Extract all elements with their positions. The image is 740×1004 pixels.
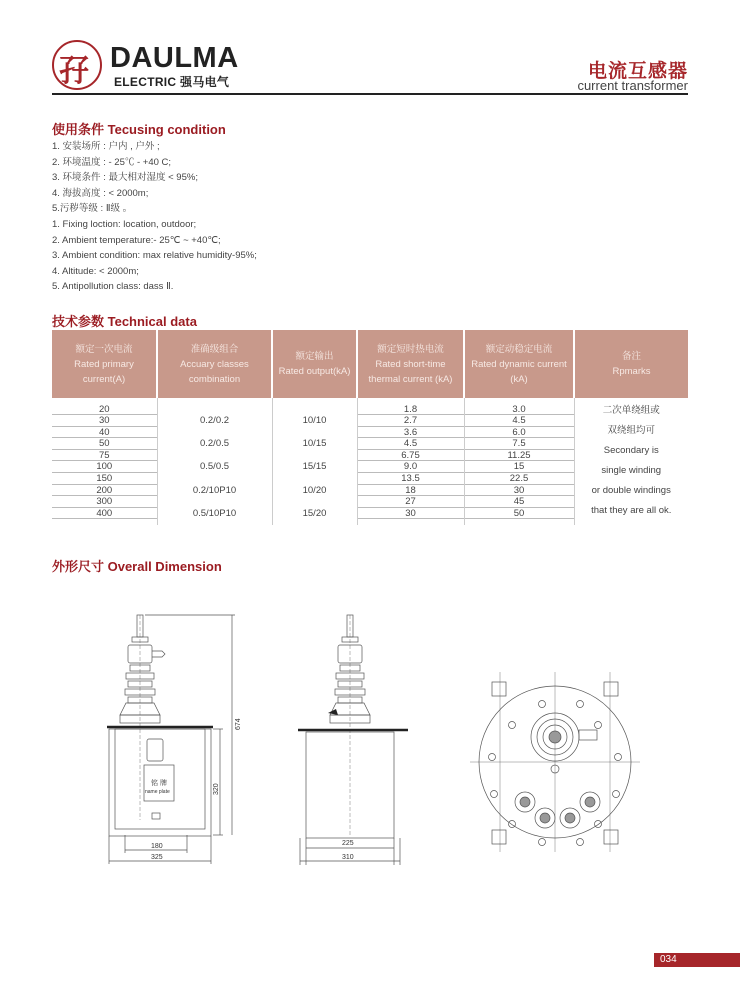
dynamic-cell: 15 — [465, 461, 574, 473]
thermal-cell: 1.8 — [358, 404, 464, 416]
header-rated-output: 额定输出 Rated output(kA) — [272, 330, 357, 398]
dim-total-height: 674 — [235, 718, 242, 730]
condition-item: 2. Ambient temperature:- 25℃ ~ +40℃; — [52, 234, 221, 246]
primary-current-cell: 30 — [52, 415, 157, 427]
header-divider — [52, 93, 688, 95]
front-view-drawing — [95, 595, 255, 865]
thermal-cell: 13.5 — [358, 473, 464, 485]
dimension-heading: 外形尺寸 Overall Dimension — [52, 559, 222, 574]
condition-item: 1. 安装场所 : 户内 , 户外 ; — [52, 141, 160, 152]
condition-item: 5.污秽等级 : Ⅱ级 。 — [52, 203, 133, 215]
dynamic-cell: 22.5 — [465, 473, 574, 485]
dim-body-height: 320 — [213, 783, 220, 795]
page-number: 034 — [660, 954, 677, 965]
dim-front-inner-width: 180 — [151, 843, 163, 850]
page-title-cn: 电流互感器 — [587, 61, 688, 82]
output-column — [272, 398, 357, 525]
logo-glyph-icon: 孖 — [59, 54, 89, 89]
primary-current-cell: 150 — [52, 473, 157, 485]
primary-current-cell: 75 — [52, 450, 157, 462]
page-title-en: current transformer — [577, 78, 688, 93]
dim-side-outer-width: 310 — [342, 854, 354, 861]
dynamic-cell: 45 — [465, 496, 574, 508]
table-header-row — [52, 330, 688, 398]
thermal-cell: 3.6 — [358, 427, 464, 439]
accuracy-cell: 0.5/0.5 — [199, 461, 230, 473]
header-accuracy-classes: 准确级组合 Accuary classes combination — [157, 330, 272, 398]
thermal-cell: 9.0 — [358, 461, 464, 473]
dynamic-cell: 3.0 — [465, 404, 574, 416]
primary-current-cell: 100 — [52, 461, 157, 473]
dim-side-inner-width: 225 — [342, 840, 354, 847]
dynamic-cell: 50 — [465, 508, 574, 520]
plate-label-cn: 铭 牌 — [151, 780, 167, 787]
header-primary-current: 额定一次电流 Rated primary current(A) — [52, 330, 157, 398]
accuracy-cell: 0.2/0.5 — [199, 438, 230, 450]
condition-item: 3. Ambient condition: max relative humidity-95%; — [52, 250, 257, 262]
condition-item: 4. Altitude: < 2000m; — [52, 265, 139, 277]
thermal-cell: 30 — [358, 508, 464, 520]
top-view-drawing — [470, 672, 640, 852]
remarks-line: single winding — [601, 465, 662, 477]
plate-label-en: name plate — [145, 789, 170, 795]
thermal-cell: 4.5 — [358, 438, 464, 450]
technical-data-table — [52, 330, 688, 525]
conditions-list — [52, 139, 257, 295]
primary-current-column — [52, 398, 157, 525]
thermal-cell: 2.7 — [358, 415, 464, 427]
accuracy-cell: 0.2/0.2 — [199, 415, 230, 426]
dim-front-outer-width: 325 — [151, 854, 163, 861]
brand-name: DAULMA — [110, 42, 239, 74]
dynamic-cell: 30 — [465, 485, 574, 497]
primary-current-cell: 50 — [52, 438, 157, 450]
dynamic-cell: 6.0 — [465, 427, 574, 439]
output-cell: 10/15 — [302, 438, 327, 450]
header-dynamic-current: 额定动稳定电流 Rated dynamic current (kA) — [464, 330, 574, 398]
thermal-column — [357, 398, 464, 525]
side-view-drawing — [290, 595, 420, 865]
accuracy-cell: 0.2/10P10 — [192, 484, 237, 496]
remarks-line: 二次单绕组或 — [602, 405, 660, 417]
primary-current-cell: 20 — [52, 404, 157, 416]
header-remarks: 备注 Rpmarks — [574, 330, 688, 398]
thermal-cell: 27 — [358, 496, 464, 508]
primary-current-cell: 400 — [52, 508, 157, 520]
remarks-line: Secondary is — [603, 445, 659, 457]
accuracy-cell: 0.5/10P10 — [192, 507, 237, 519]
conditions-heading: 使用条件 Tecusing condition — [52, 122, 226, 137]
output-cell: 10/10 — [302, 415, 327, 426]
primary-current-cell: 300 — [52, 496, 157, 508]
output-cell: 15/15 — [302, 461, 327, 473]
thermal-cell: 6.75 — [358, 450, 464, 462]
output-cell: 10/20 — [302, 484, 327, 496]
primary-current-cell: 200 — [52, 485, 157, 497]
condition-item: 4. 海拔高度 : < 2000m; — [52, 187, 149, 199]
technical-heading: 技术参数 Technical data — [52, 314, 197, 329]
header-thermal-current: 额定短时热电流 Rated short-time thermal current (kA) — [357, 330, 464, 398]
dynamic-cell: 7.5 — [465, 438, 574, 450]
primary-current-cell: 40 — [52, 427, 157, 439]
brand-subtitle: ELECTRIC 强马电气 — [114, 75, 230, 89]
remarks-column — [574, 398, 688, 525]
remarks-line: 双绕组均可 — [607, 425, 655, 437]
dynamic-cell: 4.5 — [465, 415, 574, 427]
condition-item: 1. Fixing loction: location, outdoor; — [52, 218, 197, 230]
output-cell: 15/20 — [302, 507, 327, 519]
thermal-cell: 18 — [358, 485, 464, 497]
brand-logo — [52, 40, 262, 96]
remarks-line: or double windings — [591, 485, 671, 497]
condition-item: 2. 环境温度 : - 25℃ - +40 C; — [52, 156, 172, 168]
remarks-line: that they are all ok. — [591, 505, 672, 517]
table-body-row — [52, 398, 688, 525]
dynamic-column — [464, 398, 574, 525]
condition-item: 3. 环境条件 : 最大相对湿度 < 95%; — [52, 172, 198, 184]
accuracy-column — [157, 398, 272, 525]
dynamic-cell: 11.25 — [465, 450, 574, 462]
condition-item: 5. Antipollution class: dass Ⅱ. — [52, 281, 174, 293]
